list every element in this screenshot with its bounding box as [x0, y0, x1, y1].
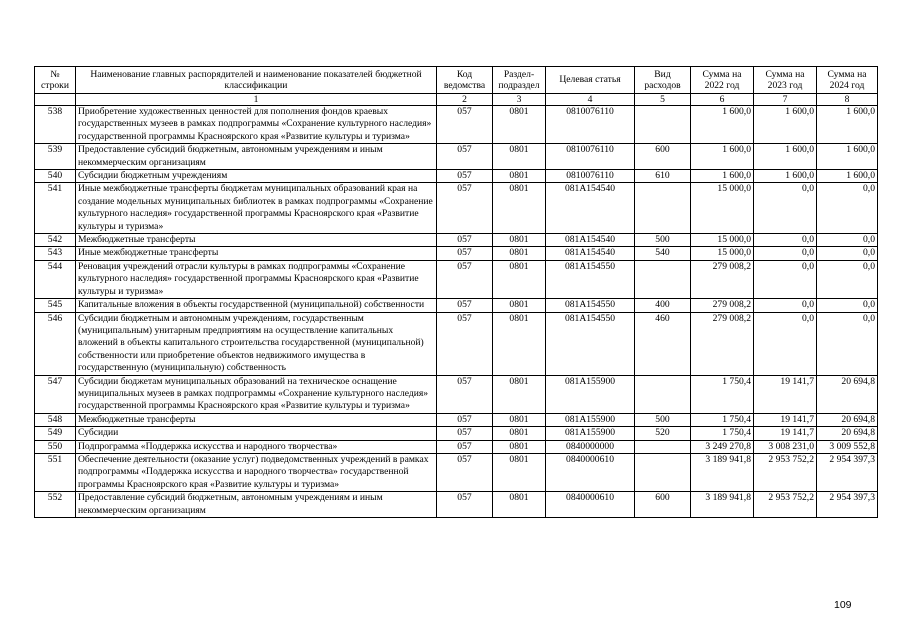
cell-sum-2024: 0,0: [817, 299, 878, 312]
cell-name: Межбюджетные трансферты: [76, 413, 437, 426]
cell-expense-type: [635, 453, 691, 491]
cell-target-item: 081А154540: [546, 234, 635, 247]
table-row: [35, 144, 878, 170]
cell-department-code: 057: [437, 247, 493, 260]
cell-sum-2023: 2 953 752,2: [754, 492, 817, 518]
cell-department-code: 057: [437, 260, 493, 298]
cell-target-item: 081А155900: [546, 413, 635, 426]
table-body: [35, 106, 878, 518]
cell-row-number: 546: [35, 312, 76, 375]
table-row: [35, 170, 878, 183]
cell-section: 0801: [493, 440, 546, 453]
cell-department-code: 057: [437, 144, 493, 170]
cell-target-item: 081А155900: [546, 375, 635, 413]
cell-section: 0801: [493, 312, 546, 375]
cell-department-code: 057: [437, 440, 493, 453]
cell-section: 0801: [493, 299, 546, 312]
cell-sum-2022: 3 249 270,8: [691, 440, 754, 453]
cell-sum-2023: 0,0: [754, 260, 817, 298]
cell-expense-type: [635, 260, 691, 298]
cell-expense-type: 460: [635, 312, 691, 375]
cell-sum-2023: 0,0: [754, 312, 817, 375]
cell-section: 0801: [493, 183, 546, 234]
cell-sum-2022: 15 000,0: [691, 183, 754, 234]
cell-sum-2024: 0,0: [817, 183, 878, 234]
cell-sum-2023: 0,0: [754, 183, 817, 234]
cell-section: 0801: [493, 453, 546, 491]
cell-row-number: 543: [35, 247, 76, 260]
cell-sum-2022: 1 750,4: [691, 375, 754, 413]
page-number: 109: [834, 599, 852, 611]
cell-sum-2024: 20 694,8: [817, 427, 878, 440]
cell-department-code: 057: [437, 299, 493, 312]
cell-department-code: 057: [437, 106, 493, 144]
cell-expense-type: 600: [635, 492, 691, 518]
cell-sum-2024: 20 694,8: [817, 375, 878, 413]
cell-sum-2023: 19 141,7: [754, 427, 817, 440]
cell-department-code: 057: [437, 234, 493, 247]
cell-name: Иные межбюджетные трансферты бюджетам муниципальных образований края на создание модельных муниципальных библиотек в рамках подпрограммы «Сохранение культурного наследия» государственной программы Красноярского края «Развитие культуры и туризма»: [76, 183, 437, 234]
cell-expense-type: 400: [635, 299, 691, 312]
cell-section: 0801: [493, 260, 546, 298]
cell-expense-type: [635, 183, 691, 234]
cell-sum-2023: 0,0: [754, 247, 817, 260]
header-row-number: № строки: [35, 67, 76, 94]
cell-sum-2023: 3 008 231,0: [754, 440, 817, 453]
cell-sum-2024: 20 694,8: [817, 413, 878, 426]
cell-sum-2022: 3 189 941,8: [691, 492, 754, 518]
cell-department-code: 057: [437, 375, 493, 413]
cell-section: 0801: [493, 106, 546, 144]
cell-row-number: 548: [35, 413, 76, 426]
cell-name: Субсидии бюджетным учреждениям: [76, 170, 437, 183]
cell-name: Иные межбюджетные трансферты: [76, 247, 437, 260]
cell-section: 0801: [493, 413, 546, 426]
cell-section: 0801: [493, 170, 546, 183]
cell-row-number: 540: [35, 170, 76, 183]
table-header-row: [35, 67, 878, 94]
cell-sum-2023: 19 141,7: [754, 375, 817, 413]
header-expense-type: Вид расходов: [635, 67, 691, 94]
header-sum-2024: Сумма на 2024 год: [817, 67, 878, 94]
cell-name: Капитальные вложения в объекты государственной (муниципальной) собственности: [76, 299, 437, 312]
column-number: 8: [817, 94, 878, 106]
cell-section: 0801: [493, 247, 546, 260]
cell-expense-type: 540: [635, 247, 691, 260]
cell-name: Приобретение художественных ценностей для пополнения фондов краевых государственных музеев в рамках подпрограммы «Сохранение культурного наследия» государственной программы Красноярского края «Развитие культуры и туризма»: [76, 106, 437, 144]
table-row: [35, 183, 878, 234]
cell-row-number: 541: [35, 183, 76, 234]
cell-sum-2024: 0,0: [817, 247, 878, 260]
cell-sum-2022: 1 750,4: [691, 427, 754, 440]
cell-target-item: 0810076110: [546, 144, 635, 170]
cell-sum-2022: 279 008,2: [691, 299, 754, 312]
cell-row-number: 549: [35, 427, 76, 440]
cell-department-code: 057: [437, 183, 493, 234]
table-row: [35, 375, 878, 413]
cell-name: Межбюджетные трансферты: [76, 234, 437, 247]
column-number: 3: [493, 94, 546, 106]
cell-name: Субсидии бюджетным и автономным учреждениям, государственным (муниципальным) унитарным предприятиям на осуществление капитальных вложений в объекты капитального строительства государственной (муниципальной) собственности или приобретение объектов недвижимого имущества в государственную (муниципальную) собственность: [76, 312, 437, 375]
cell-sum-2022: 279 008,2: [691, 312, 754, 375]
cell-section: 0801: [493, 144, 546, 170]
cell-expense-type: [635, 106, 691, 144]
table-row: [35, 312, 878, 375]
header-department-code: Код ведомства: [437, 67, 493, 94]
header-name: Наименование главных распорядителей и наименование показателей бюджетной классификации: [76, 67, 437, 94]
cell-target-item: 0810076110: [546, 170, 635, 183]
cell-name: Реновация учреждений отрасли культуры в рамках подпрограммы «Сохранение культурного наследия» государственной программы Красноярского края «Развитие культуры и туризма»: [76, 260, 437, 298]
cell-section: 0801: [493, 375, 546, 413]
cell-sum-2024: 2 954 397,3: [817, 492, 878, 518]
cell-department-code: 057: [437, 413, 493, 426]
table-row: [35, 427, 878, 440]
cell-sum-2023: 2 953 752,2: [754, 453, 817, 491]
cell-department-code: 057: [437, 170, 493, 183]
cell-sum-2024: 3 009 552,8: [817, 440, 878, 453]
cell-expense-type: 500: [635, 413, 691, 426]
cell-sum-2023: 1 600,0: [754, 106, 817, 144]
cell-sum-2024: 0,0: [817, 260, 878, 298]
cell-sum-2023: 1 600,0: [754, 144, 817, 170]
cell-target-item: 081А154540: [546, 183, 635, 234]
cell-expense-type: 520: [635, 427, 691, 440]
cell-name: Подпрограмма «Поддержка искусства и народного творчества»: [76, 440, 437, 453]
table-row: [35, 440, 878, 453]
cell-target-item: 081А154540: [546, 247, 635, 260]
cell-row-number: 545: [35, 299, 76, 312]
cell-name: Обеспечение деятельности (оказание услуг) подведомственных учреждений в рамках подпрограммы «Поддержка искусства и народного творчества» государственной программы Красноярского края «Развитие культуры и туризма»: [76, 453, 437, 491]
table-row: [35, 247, 878, 260]
header-sum-2023: Сумма на 2023 год: [754, 67, 817, 94]
cell-row-number: 551: [35, 453, 76, 491]
cell-name: Субсидии бюджетам муниципальных образований на техническое оснащение муниципальных музеев в рамках подпрограммы «Сохранение культурного наследия» государственной программы Красноярского края «Развитие культуры и туризма»: [76, 375, 437, 413]
cell-name: Субсидии: [76, 427, 437, 440]
table-row: [35, 453, 878, 491]
cell-row-number: 552: [35, 492, 76, 518]
table-row: [35, 413, 878, 426]
cell-sum-2024: 1 600,0: [817, 170, 878, 183]
cell-department-code: 057: [437, 453, 493, 491]
column-number: 5: [635, 94, 691, 106]
cell-department-code: 057: [437, 312, 493, 375]
cell-expense-type: 600: [635, 144, 691, 170]
column-number: 6: [691, 94, 754, 106]
cell-expense-type: 610: [635, 170, 691, 183]
cell-target-item: 0840000000: [546, 440, 635, 453]
cell-expense-type: [635, 375, 691, 413]
cell-department-code: 057: [437, 427, 493, 440]
cell-target-item: 0840000610: [546, 453, 635, 491]
table-row: [35, 492, 878, 518]
cell-target-item: 081А154550: [546, 260, 635, 298]
column-number: 7: [754, 94, 817, 106]
header-sum-2022: Сумма на 2022 год: [691, 67, 754, 94]
cell-department-code: 057: [437, 492, 493, 518]
cell-sum-2022: 1 600,0: [691, 106, 754, 144]
table-row: [35, 234, 878, 247]
cell-row-number: 550: [35, 440, 76, 453]
cell-sum-2022: 1 600,0: [691, 170, 754, 183]
cell-name: Предоставление субсидий бюджетным, автономным учреждениям и иным некоммерческим организациям: [76, 492, 437, 518]
cell-sum-2024: 2 954 397,3: [817, 453, 878, 491]
cell-sum-2024: 0,0: [817, 234, 878, 247]
table-row: [35, 299, 878, 312]
column-number: 2: [437, 94, 493, 106]
cell-name: Предоставление субсидий бюджетным, автономным учреждениям и иным некоммерческим организациям: [76, 144, 437, 170]
cell-sum-2022: 15 000,0: [691, 234, 754, 247]
table-row: [35, 106, 878, 144]
column-number-row: [35, 94, 878, 106]
cell-expense-type: [635, 440, 691, 453]
table-row: [35, 260, 878, 298]
cell-sum-2024: 1 600,0: [817, 144, 878, 170]
cell-row-number: 542: [35, 234, 76, 247]
cell-sum-2023: 1 600,0: [754, 170, 817, 183]
header-target-item: Целевая статья: [546, 67, 635, 94]
cell-sum-2022: 3 189 941,8: [691, 453, 754, 491]
cell-row-number: 547: [35, 375, 76, 413]
budget-table: [34, 66, 878, 518]
cell-sum-2023: 0,0: [754, 299, 817, 312]
cell-row-number: 539: [35, 144, 76, 170]
cell-row-number: 544: [35, 260, 76, 298]
column-number: 1: [76, 94, 437, 106]
cell-sum-2023: 19 141,7: [754, 413, 817, 426]
cell-section: 0801: [493, 492, 546, 518]
cell-target-item: 081А154550: [546, 299, 635, 312]
header-section: Раздел- подраздел: [493, 67, 546, 94]
cell-sum-2022: 1 750,4: [691, 413, 754, 426]
cell-target-item: 0810076110: [546, 106, 635, 144]
column-number: [35, 94, 76, 106]
cell-sum-2022: 15 000,0: [691, 247, 754, 260]
cell-section: 0801: [493, 234, 546, 247]
cell-sum-2024: 0,0: [817, 312, 878, 375]
cell-target-item: 081А155900: [546, 427, 635, 440]
cell-sum-2022: 279 008,2: [691, 260, 754, 298]
cell-sum-2023: 0,0: [754, 234, 817, 247]
cell-target-item: 0840000610: [546, 492, 635, 518]
cell-sum-2024: 1 600,0: [817, 106, 878, 144]
cell-expense-type: 500: [635, 234, 691, 247]
cell-row-number: 538: [35, 106, 76, 144]
column-number: 4: [546, 94, 635, 106]
cell-target-item: 081А154550: [546, 312, 635, 375]
cell-sum-2022: 1 600,0: [691, 144, 754, 170]
cell-section: 0801: [493, 427, 546, 440]
